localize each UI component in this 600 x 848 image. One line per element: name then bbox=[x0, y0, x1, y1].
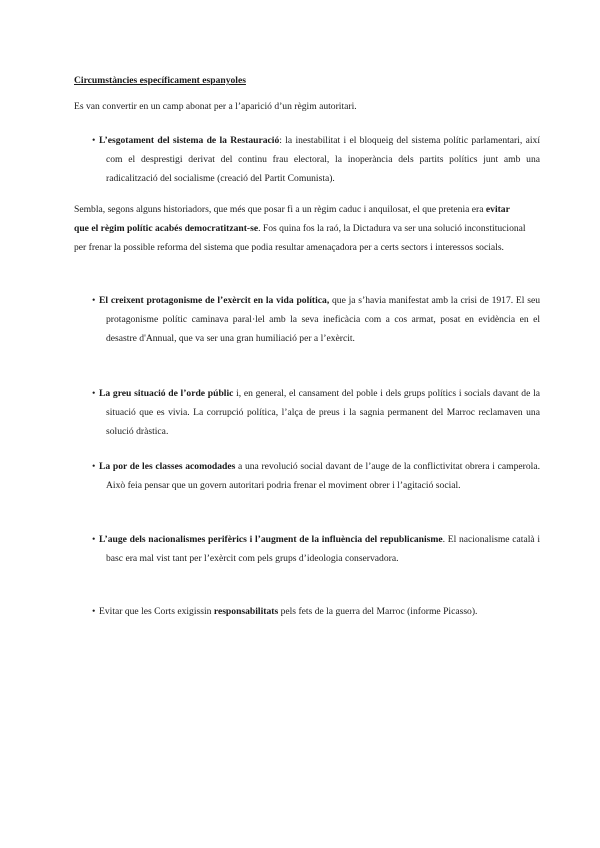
bullet-item-restauracio bbox=[92, 131, 540, 188]
bullet-text: que ja s’havia manifestat amb la crisi de 1917. El seu protagonisme polític caminava paral·lel amb la seva ineficàcia com a cos armat, posat en evidència en el desastre d'Annual, que va ser una gran humiliació per a l’exèrcit. bbox=[106, 295, 541, 344]
paragraph-bold-text: evitar que el règim polític acabés democratitzant-se bbox=[74, 204, 510, 234]
paragraph-text: Sembla, segons alguns historiadors, que més que posar fi a un règim caduc i anquilosat, el que pretenia era bbox=[74, 204, 486, 215]
historians-paragraph bbox=[74, 200, 526, 257]
bullet-bold-text: El creixent protagonisme de l’exèrcit en la vida política, bbox=[99, 295, 330, 306]
bullet-bold-text: La por de les classes acomodades bbox=[99, 461, 236, 472]
bullet-text: i, en general, el cansament del poble i dels grups polítics i socials davant de la situació que es vivia. La corrupció política, l’alça de preus i la sagnia permanent del Marroc reclamaven una solució dràstica. bbox=[106, 388, 540, 437]
bullet-bold-text: La greu situació de l’orde públic bbox=[99, 388, 234, 399]
bullet-bold-text: responsabilitats bbox=[213, 606, 279, 617]
bullet-marker: • bbox=[92, 135, 96, 146]
bullet-text: pels fets de la guerra del Marroc (informe Picasso). bbox=[278, 606, 478, 617]
bullet-item-orde-public bbox=[92, 384, 540, 441]
bullet-marker: • bbox=[92, 388, 96, 399]
bullet-item-responsabilitats bbox=[92, 602, 540, 621]
paragraph-text: . Fos quina fos la raó, la Dictadura va ser una solució inconstitucional per frenar la possible reforma del sistema que podia resultar amenaçadora per a certs sectors i interessos socials. bbox=[74, 223, 526, 253]
bullet-marker: • bbox=[92, 295, 96, 306]
bullet-text: a una revolució social davant de l’auge de la conflictivitat obrera i camperola. Això feia pensar que un govern autoritari podria frenar el moviment obrer i l’agitació social. bbox=[106, 461, 540, 491]
bullet-text: Evitar que les Corts exigissin bbox=[99, 606, 214, 617]
bullet-text: : la inestabilitat i el bloqueig del sistema polític parlamentari, així com el desprestigi derivat del continu frau electoral, la inoperància dels partits polítics junt amb una radicalització del socialisme (creació del Partit Comunista). bbox=[106, 135, 540, 184]
bullet-bold-text: L’esgotament del sistema de la Restauració bbox=[99, 135, 280, 146]
bullet-item-classes-acomodades bbox=[92, 457, 540, 495]
bullet-item-nacionalismes bbox=[92, 530, 540, 568]
section-title: Circumstàncies específicament espanyoles bbox=[74, 75, 246, 86]
bullet-marker: • bbox=[92, 606, 96, 617]
bullet-item-exercit bbox=[92, 291, 540, 348]
bullet-marker: • bbox=[92, 534, 96, 545]
bullet-marker: • bbox=[92, 461, 96, 472]
bullet-text: . El nacionalisme català i basc era mal vist tant per l’exèrcit com pels grups d’ideologia conservadora. bbox=[106, 534, 541, 564]
intro-paragraph: Es van convertir en un camp abonat per a l’aparició d’un règim autoritari. bbox=[74, 101, 357, 112]
bullet-bold-text: L’auge dels nacionalismes perifèrics i l’augment de la influència del republicanisme bbox=[99, 534, 443, 545]
